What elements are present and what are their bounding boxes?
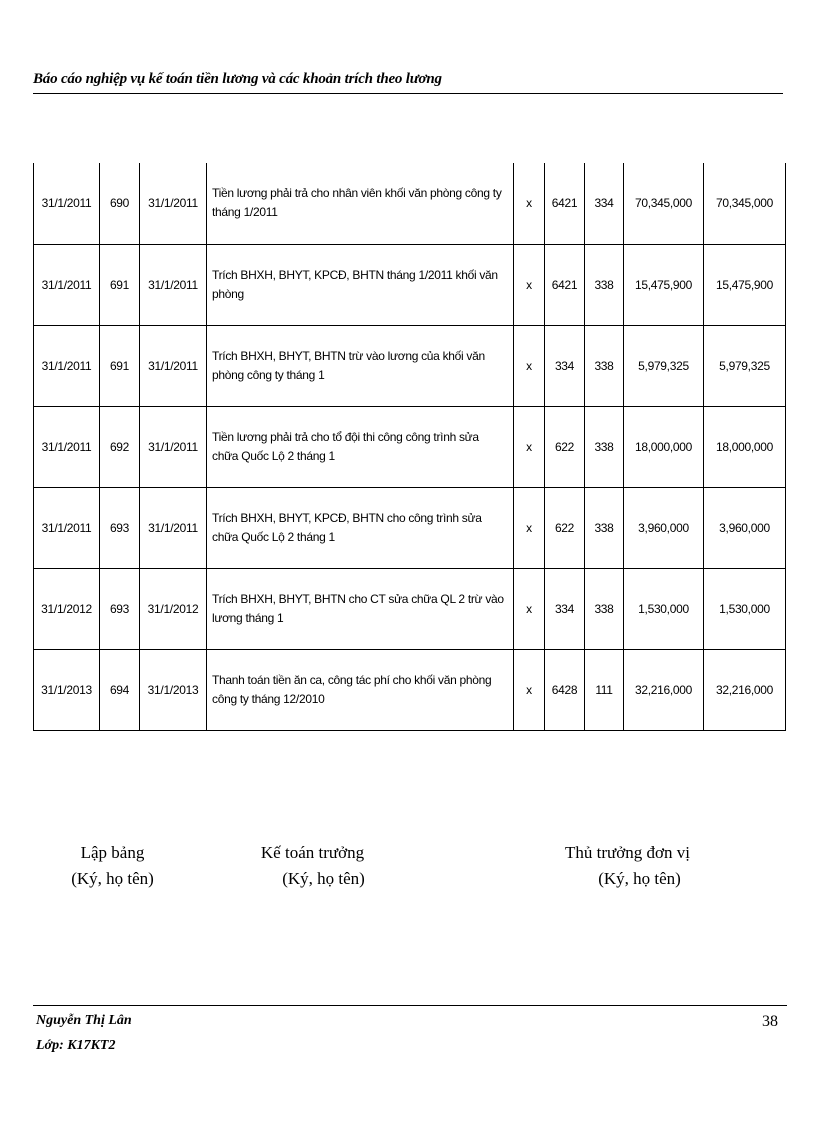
ledger-description-cell: Trích BHXH, BHYT, KPCĐ, BHTN tháng 1/2011 khối văn phòng [207,244,514,325]
ledger-date-cell: 31/1/2011 [34,244,100,325]
ledger-description-cell: Trích BHXH, BHYT, KPCĐ, BHTN cho công trình sửa chữa Quốc Lộ 2 tháng 1 [207,487,514,568]
ledger-amount-cell: 3,960,000 [624,487,704,568]
ledger-doc-date-cell: 31/1/2011 [140,406,207,487]
ledger-amount-cell: 1,530,000 [624,568,704,649]
ledger-doc-date-cell: 31/1/2013 [140,649,207,730]
ledger-debit-account-cell: 622 [545,487,585,568]
ledger-date-cell: 31/1/2013 [34,649,100,730]
ledger-credit-account-cell: 334 [585,163,624,244]
ledger-mark-cell: x [514,487,545,568]
ledger-date-cell: 31/1/2012 [34,568,100,649]
signature-chief-accountant-note: (Ký, họ tên) [282,869,365,888]
ledger-amount-total-cell: 3,960,000 [704,487,786,568]
ledger-mark-cell: x [514,568,545,649]
ledger-amount-cell: 70,345,000 [624,163,704,244]
table-row [34,649,786,730]
ledger-debit-account-cell: 6421 [545,163,585,244]
ledger-body [34,163,786,730]
ledger-mark-cell: x [514,406,545,487]
table-row [34,325,786,406]
ledger-date-cell: 31/1/2011 [34,406,100,487]
header-divider [33,93,783,94]
ledger-number-cell: 691 [100,325,140,406]
ledger-amount-total-cell: 70,345,000 [704,163,786,244]
ledger-doc-date-cell: 31/1/2011 [140,163,207,244]
footer-divider [33,1005,787,1006]
signature-director [555,840,700,892]
signature-director-title: Thủ trưởng đơn vị [565,843,690,862]
signature-preparer-note: (Ký, họ tên) [71,869,154,888]
ledger-credit-account-cell: 338 [585,325,624,406]
signature-preparer-title: Lập bảng [80,843,145,862]
ledger-doc-date-cell: 31/1/2011 [140,487,207,568]
ledger-credit-account-cell: 338 [585,244,624,325]
ledger-amount-cell: 5,979,325 [624,325,704,406]
ledger-credit-account-cell: 338 [585,406,624,487]
table-row [34,406,786,487]
ledger-description-cell: Trích BHXH, BHYT, BHTN trừ vào lương của khối văn phòng công ty tháng 1 [207,325,514,406]
table-row [34,163,786,244]
ledger-doc-date-cell: 31/1/2011 [140,325,207,406]
ledger-table [33,163,786,731]
ledger-debit-account-cell: 6428 [545,649,585,730]
table-row [34,244,786,325]
ledger-mark-cell: x [514,649,545,730]
ledger-mark-cell: x [514,325,545,406]
footer-class: Lớp: K17KT2 [36,1038,116,1053]
ledger-number-cell: 693 [100,487,140,568]
signature-preparer [55,840,170,892]
report-title: Báo cáo nghiệp vụ kế toán tiền lương và các khoản trích theo lương [33,71,442,87]
ledger-amount-cell: 15,475,900 [624,244,704,325]
ledger-number-cell: 693 [100,568,140,649]
ledger-debit-account-cell: 334 [545,568,585,649]
ledger-description-cell: Thanh toán tiền ăn ca, công tác phí cho khối văn phòng công ty tháng 12/2010 [207,649,514,730]
ledger-date-cell: 31/1/2011 [34,487,100,568]
table-row [34,487,786,568]
ledger-description-cell: Trích BHXH, BHYT, BHTN cho CT sửa chữa QL 2 trừ vào lương tháng 1 [207,568,514,649]
ledger-description-cell: Tiền lương phải trả cho tổ đội thi công công trình sửa chữa Quốc Lộ 2 tháng 1 [207,406,514,487]
ledger-debit-account-cell: 334 [545,325,585,406]
page-number: 38 [762,1013,778,1030]
ledger-date-cell: 31/1/2011 [34,325,100,406]
ledger-mark-cell: x [514,163,545,244]
ledger-credit-account-cell: 338 [585,487,624,568]
ledger-debit-account-cell: 6421 [545,244,585,325]
ledger-amount-total-cell: 1,530,000 [704,568,786,649]
ledger-amount-total-cell: 5,979,325 [704,325,786,406]
ledger-amount-total-cell: 15,475,900 [704,244,786,325]
ledger-amount-total-cell: 32,216,000 [704,649,786,730]
ledger-amount-cell: 32,216,000 [624,649,704,730]
ledger-number-cell: 690 [100,163,140,244]
ledger-amount-cell: 18,000,000 [624,406,704,487]
ledger-credit-account-cell: 111 [585,649,624,730]
table-row [34,568,786,649]
ledger-doc-date-cell: 31/1/2011 [140,244,207,325]
ledger-number-cell: 694 [100,649,140,730]
footer-author: Nguyễn Thị Lân [36,1013,132,1028]
signature-chief-accountant [245,840,380,892]
ledger-description-cell: Tiền lương phải trả cho nhân viên khối văn phòng công ty tháng 1/2011 [207,163,514,244]
ledger-doc-date-cell: 31/1/2012 [140,568,207,649]
ledger-amount-total-cell: 18,000,000 [704,406,786,487]
ledger-number-cell: 692 [100,406,140,487]
ledger-debit-account-cell: 622 [545,406,585,487]
signature-chief-accountant-title: Kế toán trưởng [260,843,365,862]
ledger-date-cell: 31/1/2011 [34,163,100,244]
ledger-credit-account-cell: 338 [585,568,624,649]
ledger-mark-cell: x [514,244,545,325]
signature-director-note: (Ký, họ tên) [598,869,681,888]
ledger-number-cell: 691 [100,244,140,325]
